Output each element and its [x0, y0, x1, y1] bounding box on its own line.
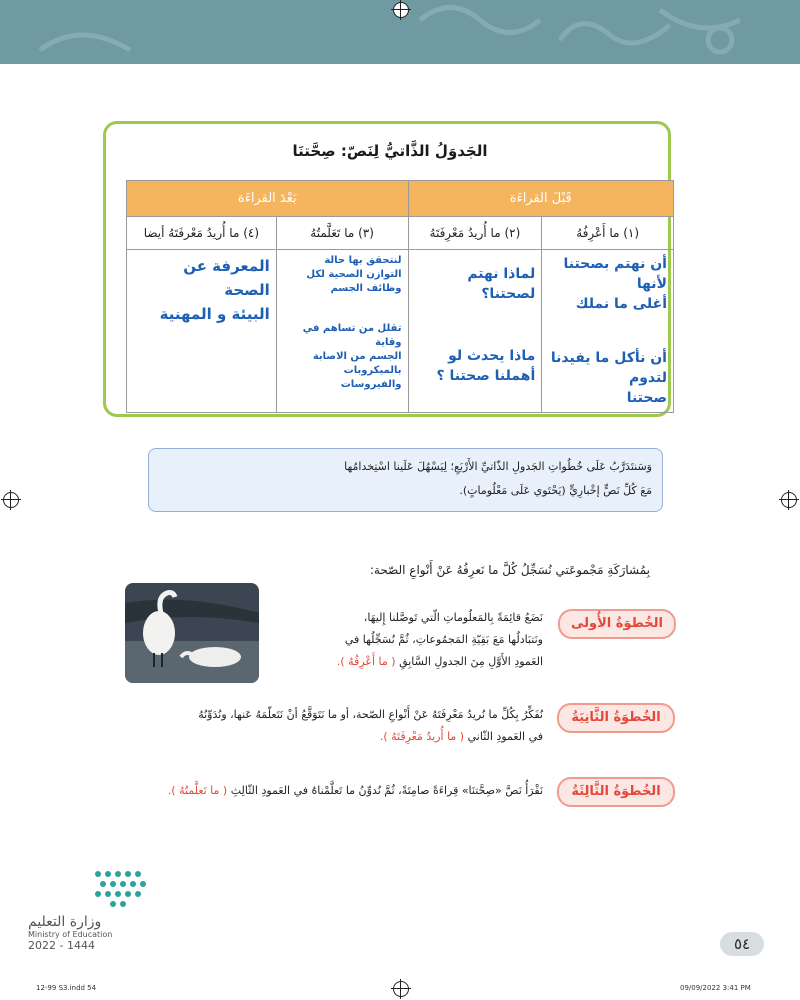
note-line: وَسَنتَدَرَّبُ عَلَى خُطُواتِ الجَدولِ الذّاتيِّ الأَرْبَعِ؛ لِيَسْهُلَ عَلَينا اسْتِخدامُها [344, 460, 652, 473]
self-table [126, 180, 674, 413]
handwritten-line: تقلل من تساهم في وقاية [302, 323, 402, 348]
step-line [253, 651, 543, 673]
step-line-text: في العَمودِ الثّاني [467, 730, 543, 743]
group-after-reading: بَعْدَ القراءَة [127, 181, 409, 217]
handwritten-line: أغلى ما نملك [575, 296, 667, 312]
table-title: الجَدوَلُ الذَّاتيُّ لِنَصّ: صِحَّتنَا [292, 142, 488, 160]
registration-mark [393, 2, 409, 18]
step2-text [113, 704, 543, 748]
step2-label: الخُطوَةُ الثَّانِيَةُ [557, 703, 675, 733]
registration-mark [781, 492, 797, 508]
step1-text [253, 607, 543, 673]
step3-text [113, 780, 543, 802]
col-header-know: (١) ما أَعْرِفُهُ [542, 217, 674, 250]
col-header-want-more: (٤) ما أُريدُ مَعْرفَتَهُ أيضا [127, 217, 277, 250]
handwritten-line: بالميكروبات والفيروسات [340, 365, 402, 390]
edition-year: 2022 - 1444 [28, 939, 95, 952]
handwritten-line: ماذا يحدث لو [448, 348, 536, 364]
step2-hint: ( ما أُريدُ مَعْرِفَتَهُ ). [379, 730, 465, 743]
cell-want [408, 250, 542, 413]
col-header-want: (٢) ما أُريدُ مَعْرِفَتَهُ [408, 217, 542, 250]
step-line-text: نَقْرَأُ نَصَّ «صِحَّتنَا» قِراءَةً صامِتَةً، ثُمَّ نُدوِّنُ ما تَعلَّمْناهُ في العَمودِ الثّالِثِ [230, 784, 543, 797]
step-line [113, 780, 543, 802]
ministry-name-en: Ministry of Education [28, 930, 113, 939]
step-line [113, 726, 543, 748]
handwritten-line: أن نأكل ما يفيدنا لتدوم [550, 350, 667, 386]
registration-mark [393, 981, 409, 997]
handwritten-line: البيئة و المهنية [159, 305, 270, 323]
ministry-logo [28, 866, 188, 956]
handwritten-line: صحتنا [626, 390, 667, 406]
step-line: نَضَعُ قائِمَةً بِالمَعلُوماتِ الّتي تَوصَّلنا إِليهَا، [363, 611, 543, 624]
swans-photo [125, 583, 259, 683]
strategy-note [148, 448, 663, 512]
step3-label: الخُطوَةُ الثَّالِثَةُ [557, 777, 675, 807]
ministry-dots-icon [28, 866, 188, 910]
step-line: ونَتبَادلُها مَعَ بَقِيّةِ المَجمُوعاتِ، ثُمَّ نُسَجِّلُها في [344, 633, 543, 646]
note-line: مَعَ كُلِّ نَصٍّ إخْبارِيٍّ (يَحْتَوي عَلَى مَعْلُوماتٍ). [459, 484, 652, 497]
step1-label: الخُطوَةُ الأُولى [558, 609, 676, 639]
cell-learned [276, 250, 408, 413]
print-slug-file: 12-99 S3.indd 54 [36, 984, 97, 992]
step3-hint: ( ما تَعلَّمتُهُ ). [167, 784, 228, 797]
cell-know [542, 250, 674, 413]
print-slug-date: 09/09/2022 3:41 PM [680, 984, 751, 992]
ministry-name-ar: وزارة التعليم [28, 914, 102, 930]
cell-want-more [127, 250, 277, 413]
group-intro: بِمُشارَكَةِ مَجْموعَتي نُسَجِّلُ كُلَّ ما نَعرِفُهُ عَنْ أَنْواعِ الصّحة: [369, 563, 650, 577]
handwritten-line: المعرفة عن الصحة [183, 257, 270, 299]
step1-hint: ( ما أَعْرِفُهُ ). [336, 655, 396, 668]
handwritten-line: أهملنا صحتنا ؟ [436, 368, 536, 384]
handwritten-line: التوازن الصحية لكل [306, 269, 402, 280]
handwritten-line: أن نهتم بصحتنا لأنها [563, 256, 667, 292]
group-before-reading: قَبْلَ القراءَة [408, 181, 673, 217]
handwritten-line: لنتحقق بها حالة [324, 255, 402, 266]
page-number: ٥٤ [720, 932, 764, 956]
step-line: نُفَكِّرُ بِكُلِّ ما نُريدُ مَعْرِفَتَهُ عَنْ أَنْواعِ الصّحة، أو ما نَتَوَقَّعُ أنْ نَتَعلّمَهُ عَنها، ونُدَوِّنُهُ [198, 708, 543, 721]
registration-mark [3, 492, 19, 508]
col-header-learned: (٣) ما تَعَلَّمتُهُ [276, 217, 408, 250]
self-table-card [103, 121, 671, 417]
handwritten-line: لماذا نهتم لصحتنا؟ [467, 266, 536, 302]
handwritten-line: وظائف الجسم [330, 283, 402, 294]
handwritten-line: الجسم من الاصابة [312, 351, 402, 362]
step-line-text: العَمودِ الأَوَّلِ مِنَ الجدولِ السَّابِقِ [399, 655, 543, 668]
